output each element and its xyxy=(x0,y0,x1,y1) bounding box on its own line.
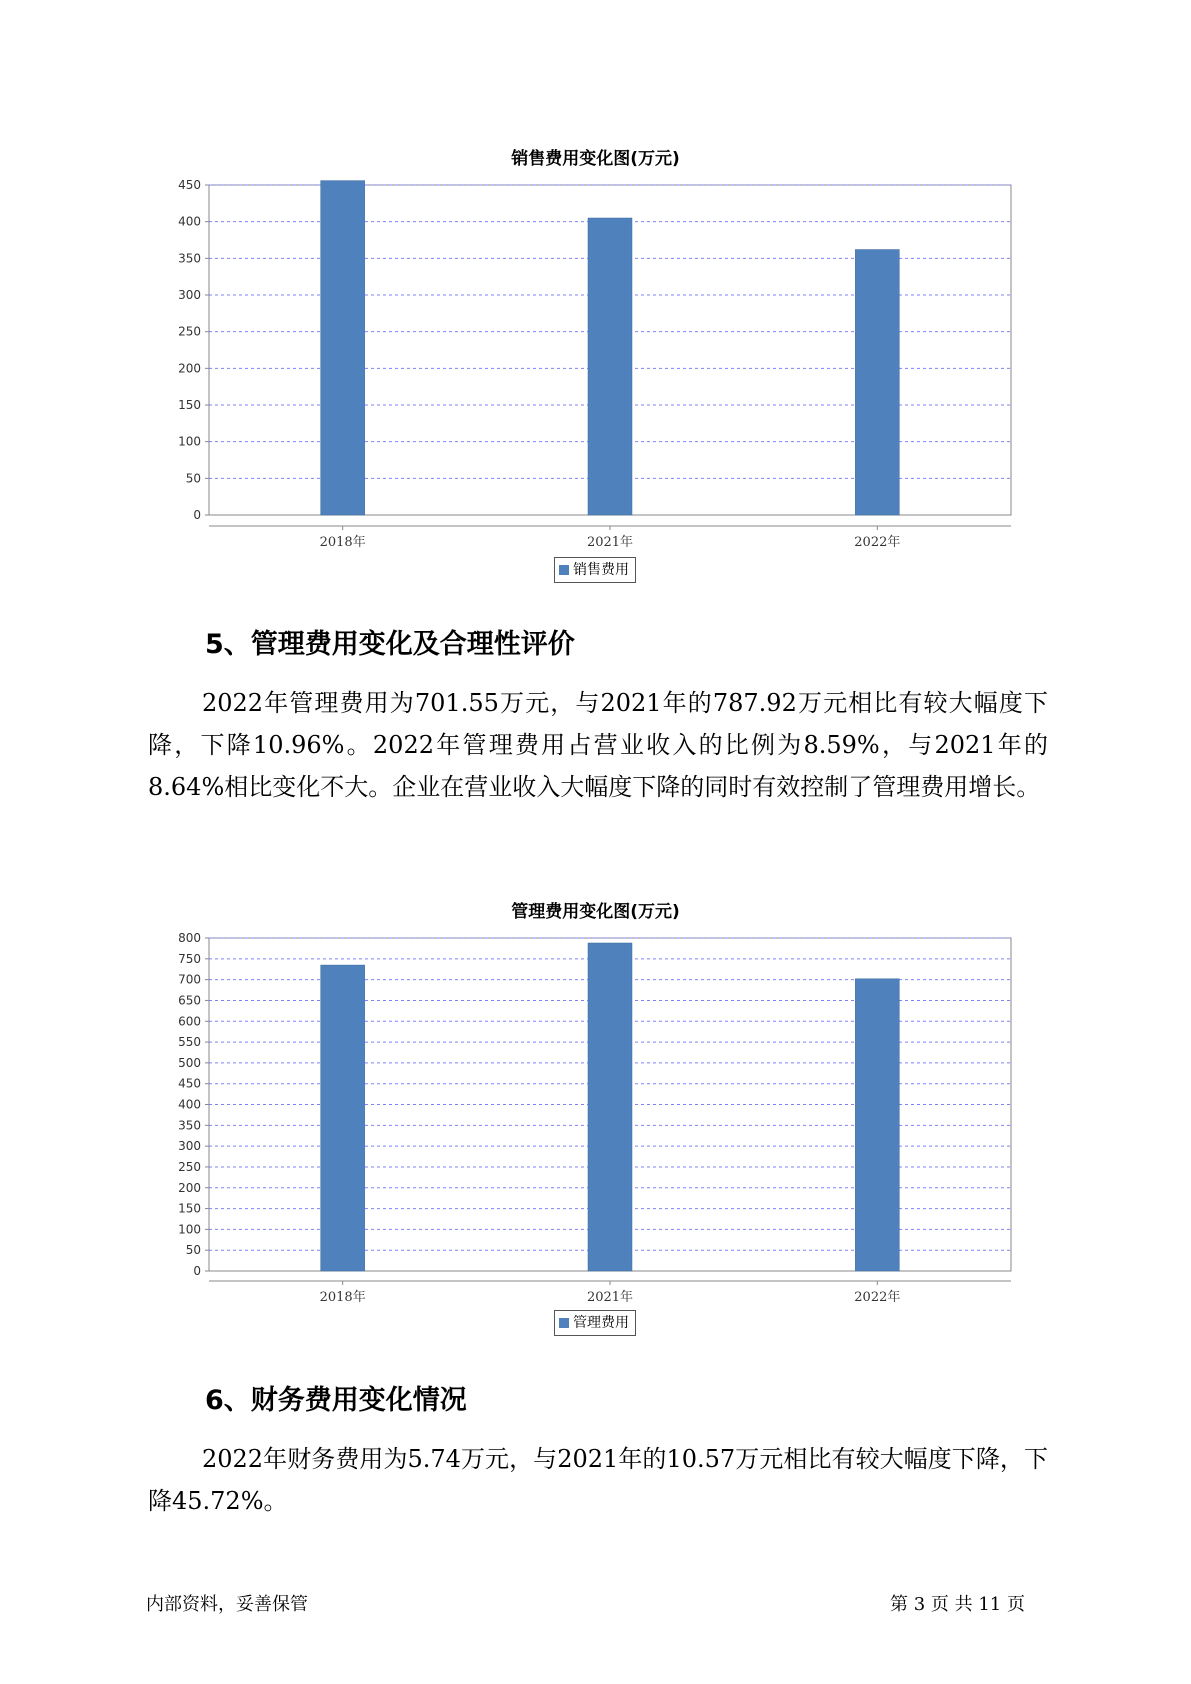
chart2-title: 管理费用变化图(万元) xyxy=(511,902,680,922)
section6-paragraph: 2022年财务费用为5.74万元，与2021年的10.57万元相比有较大幅度下降，下降45.72%。 xyxy=(148,1445,1048,1515)
x-tick-label: 2018年 xyxy=(319,535,366,550)
y-tick-label: 600 xyxy=(178,1014,201,1029)
y-tick-label: 700 xyxy=(178,972,201,987)
legend-label: 销售费用 xyxy=(573,562,629,578)
x-tick-label: 2022年 xyxy=(854,1290,901,1305)
bar xyxy=(321,965,365,1271)
footer-page-number: 第 3 页 共 11 页 xyxy=(890,1594,1025,1615)
y-tick-label: 400 xyxy=(178,214,201,229)
section5-heading: 5、管理费用变化及合理性评价 xyxy=(205,629,575,660)
legend-swatch xyxy=(559,1318,569,1328)
section5-paragraph: 2022年管理费用为701.55万元，与2021年的787.92万元相比有较大幅度下降，下降10.96%。2022年管理费用占营业收入的比例为8.59%，与2021年的8.64%相比变化不大。企业在营业收入大幅度下降的同时有效控制了管理费用增长。 xyxy=(148,689,1048,801)
chart2-legend xyxy=(554,1310,636,1336)
section6-heading: 6、财务费用变化情况 xyxy=(205,1385,467,1416)
y-tick-label: 250 xyxy=(178,324,201,339)
y-tick-label: 500 xyxy=(178,1055,201,1070)
y-tick-label: 50 xyxy=(185,471,201,486)
y-tick-label: 450 xyxy=(178,1076,201,1091)
y-tick-label: 650 xyxy=(178,993,201,1008)
y-tick-label: 300 xyxy=(178,288,201,302)
x-tick-label: 2021年 xyxy=(586,535,634,550)
bar xyxy=(855,979,899,1271)
y-tick-label: 800 xyxy=(178,931,201,945)
y-tick-label: 100 xyxy=(178,1222,201,1237)
y-tick-label: 250 xyxy=(178,1159,201,1174)
y-tick-label: 0 xyxy=(193,508,201,522)
legend-label: 管理费用 xyxy=(573,1315,629,1331)
y-tick-label: 550 xyxy=(178,1035,201,1050)
y-tick-label: 50 xyxy=(185,1243,201,1258)
y-tick-label: 750 xyxy=(178,951,201,966)
x-tick-label: 2021年 xyxy=(586,1290,634,1305)
y-tick-label: 0 xyxy=(193,1264,201,1278)
y-tick-label: 200 xyxy=(178,361,201,376)
y-tick-label: 100 xyxy=(178,434,201,449)
y-tick-label: 400 xyxy=(178,1097,201,1112)
x-tick-label: 2018年 xyxy=(319,1290,366,1305)
y-tick-label: 350 xyxy=(178,251,201,266)
y-tick-label: 300 xyxy=(178,1139,201,1154)
y-tick-label: 200 xyxy=(178,1180,201,1195)
y-tick-label: 350 xyxy=(178,1118,201,1133)
y-tick-label: 450 xyxy=(178,178,201,192)
bar xyxy=(588,943,632,1271)
x-tick-label: 2022年 xyxy=(854,535,901,550)
chart1-title: 销售费用变化图(万元) xyxy=(511,149,680,169)
footer-confidential: 内部资料，妥善保管 xyxy=(146,1594,308,1615)
y-tick-label: 150 xyxy=(178,398,201,412)
y-tick-label: 150 xyxy=(178,1201,201,1216)
